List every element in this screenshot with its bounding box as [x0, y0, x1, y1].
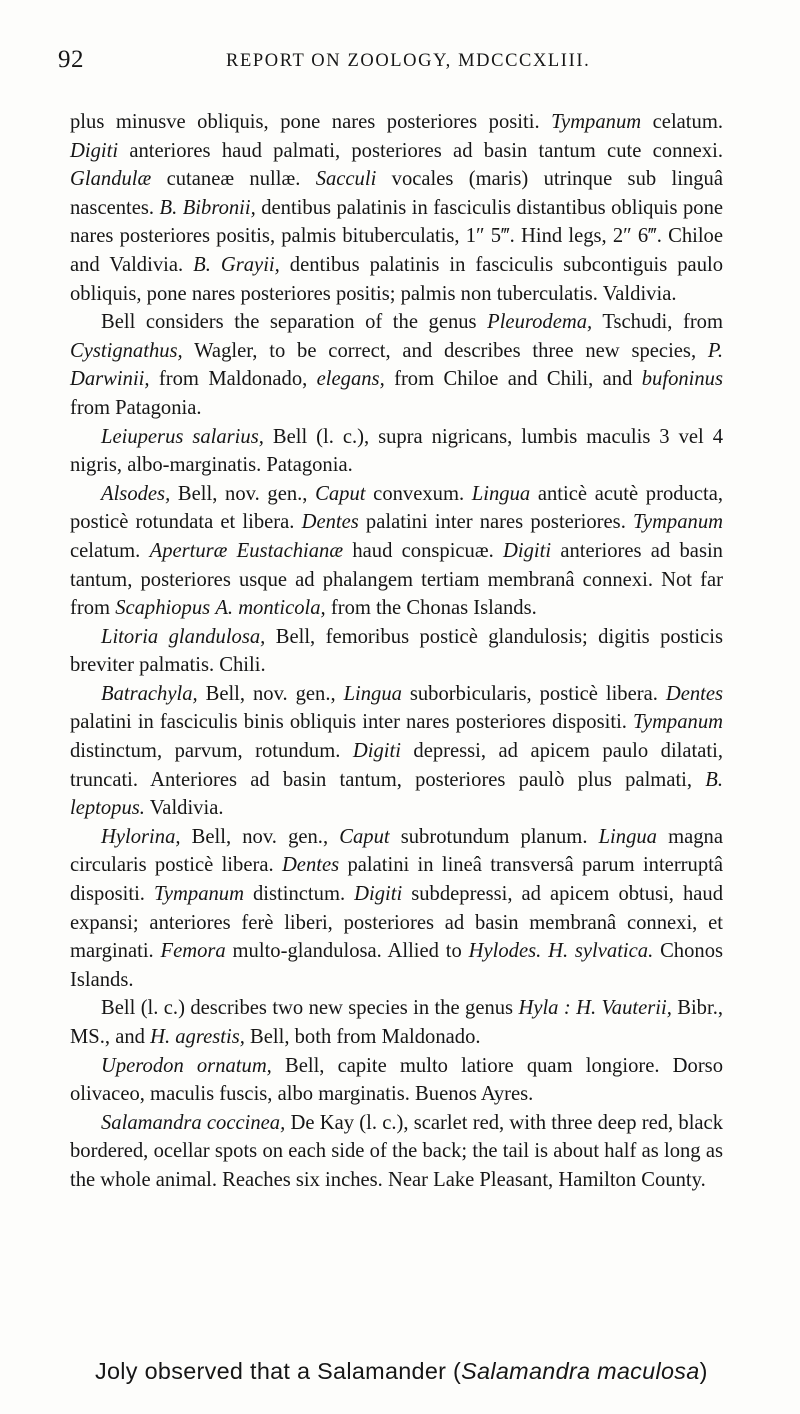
paragraph-pleurodema: Bell considers the separation of the genus Pleurodema, Tschudi, from Cystignathus, Wagler, to be correct, and describes three new species, P. Darwinii, from Maldonado, elegans, from Chiloe and Chili, and bufoninus from Patagonia.	[70, 311, 723, 419]
page-number: 92	[58, 46, 84, 73]
paragraph-bufo-genus: plus minusve obliquis, pone nares posteriores positi. Tympanum celatum. Digiti anteriores haud palmati, posteriores ad basin tantum cute connexi. Glandulæ cutaneæ nullæ. Sacculi vocales (maris) utrinque sub linguâ nascentes. B. Bibronii, dentibus palatinis in fasciculis distantibus obliquis pone nares posteriores positis, palmis bituberculatis, 1″ 5‴. Hind legs, 2″ 6‴. Chiloe and Valdivia. B. Grayii, dentibus palatinis in fasciculis subcontiguis paulo obliquis, pone nares posteriores positis; palmis non tuberculatis. Valdivia.	[70, 111, 724, 305]
paragraph-hylorina: Hylorina, Bell, nov. gen., Caput subrotundum planum. Lingua magna circularis posticè libera. Dentes palatini in lineâ transversâ parum interruptâ dispositi. Tympanum distinctum. Digiti subdepressi, ad apicem obtusi, haud expansi; anteriores ferè liberi, posteriores ad basin membranâ connexi, et marginati. Femora multo-glandulosa. Allied to Hylodes. H. sylvatica. Chonos Islands.	[70, 825, 724, 991]
running-title: REPORT ON ZOOLOGY, MDCCCXLIII.	[226, 51, 591, 71]
page-header	[0, 0, 800, 80]
paragraph-leiuperus: Leiuperus salarius, Bell (l. c.), supra nigricans, lumbis maculis 3 vel 4 nigris, albo-marginatis. Patagonia.	[70, 425, 723, 477]
paragraph-salamandra: Salamandra coccinea, De Kay (l. c.), scarlet red, with three deep red, black bordered, ocellar spots on each side of the back; the tail is about half as long as the whole animal. Reaches six inches. Near Lake Pleasant, Hamilton County.	[70, 1111, 723, 1191]
paragraph-alsodes: Alsodes, Bell, nov. gen., Caput convexum. Lingua anticè acutè producta, posticè rotundata et libera. Dentes palatini inter nares posteriores. Tympanum celatum. Aperturæ Eustachianæ haud conspicuæ. Digiti anteriores ad basin tantum, posteriores usque ad phalangem tertiam membranâ connexi. Not far from Scaphiopus A. monticola, from the Chonas Islands.	[70, 482, 724, 620]
paragraph-litoria: Litoria glandulosa, Bell, femoribus posticè glandulosis; digitis posticis breviter palmatis. Chili.	[70, 625, 724, 677]
paragraph-uperodon: Uperodon ornatum, Bell, capite multo latiore quam longiore. Dorso olivaceo, maculis fuscis, albo marginatis. Buenos Ayres.	[70, 1054, 723, 1106]
continued-line: Joly observed that a Salamander (Salamandra maculosa)	[95, 1358, 708, 1384]
body-text	[70, 108, 723, 1195]
paragraph-batrachyla: Batrachyla, Bell, nov. gen., Lingua suborbicularis, posticè libera. Dentes palatini in fasciculis binis obliquis inter nares posteriores dispositi. Tympanum distinctum, parvum, rotundum. Digiti depressi, ad apicem paulo dilatati, truncati. Anteriores ad basin tantum, posteriores paulò plus palmati, B. leptopus. Valdivia.	[70, 682, 724, 820]
paragraph-hyla: Bell (l. c.) describes two new species in the genus Hyla : H. Vauterii, Bibr., MS., and H. agrestis, Bell, both from Maldonado.	[70, 997, 723, 1048]
